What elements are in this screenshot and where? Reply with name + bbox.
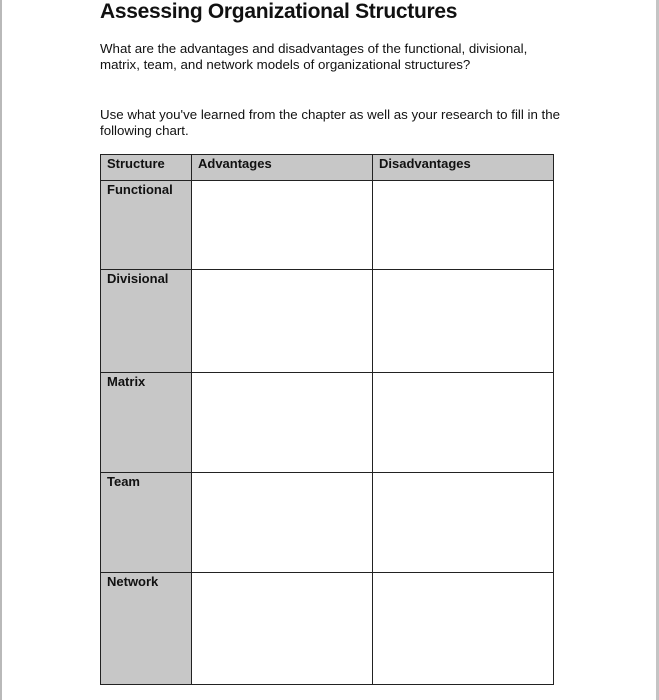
- table-header-row: [101, 155, 554, 181]
- structure-cell: Divisional: [101, 270, 192, 373]
- advantages-cell[interactable]: [192, 473, 373, 573]
- table-row: [101, 270, 554, 373]
- header-advantages: Advantages: [192, 155, 373, 181]
- table-row: [101, 573, 554, 685]
- page-title: Assessing Organizational Structures: [100, 0, 458, 23]
- disadvantages-cell[interactable]: [373, 473, 554, 573]
- advantages-cell[interactable]: [192, 181, 373, 270]
- table-row: [101, 473, 554, 573]
- structure-cell: Functional: [101, 181, 192, 270]
- advantages-cell[interactable]: [192, 373, 373, 473]
- disadvantages-cell[interactable]: [373, 573, 554, 685]
- structures-chart: [100, 154, 554, 685]
- structure-cell: Network: [101, 573, 192, 685]
- advantages-cell[interactable]: [192, 573, 373, 685]
- disadvantages-cell[interactable]: [373, 270, 554, 373]
- question-text: What are the advantages and disadvantages of the functional, divisional, matrix, team, and network models of organizational structures?: [100, 41, 528, 72]
- disadvantages-cell[interactable]: [373, 181, 554, 270]
- page-edge-left: [0, 0, 2, 700]
- disadvantages-cell[interactable]: [373, 373, 554, 473]
- instruction-text: Use what you've learned from the chapter as well as your research to fill in the following chart.: [100, 107, 561, 138]
- structure-cell: Team: [101, 473, 192, 573]
- table-row: [101, 181, 554, 270]
- header-disadvantages: Disadvantages: [373, 155, 554, 181]
- structure-cell: Matrix: [101, 373, 192, 473]
- table-row: [101, 373, 554, 473]
- header-structure: Structure: [101, 155, 192, 181]
- advantages-cell[interactable]: [192, 270, 373, 373]
